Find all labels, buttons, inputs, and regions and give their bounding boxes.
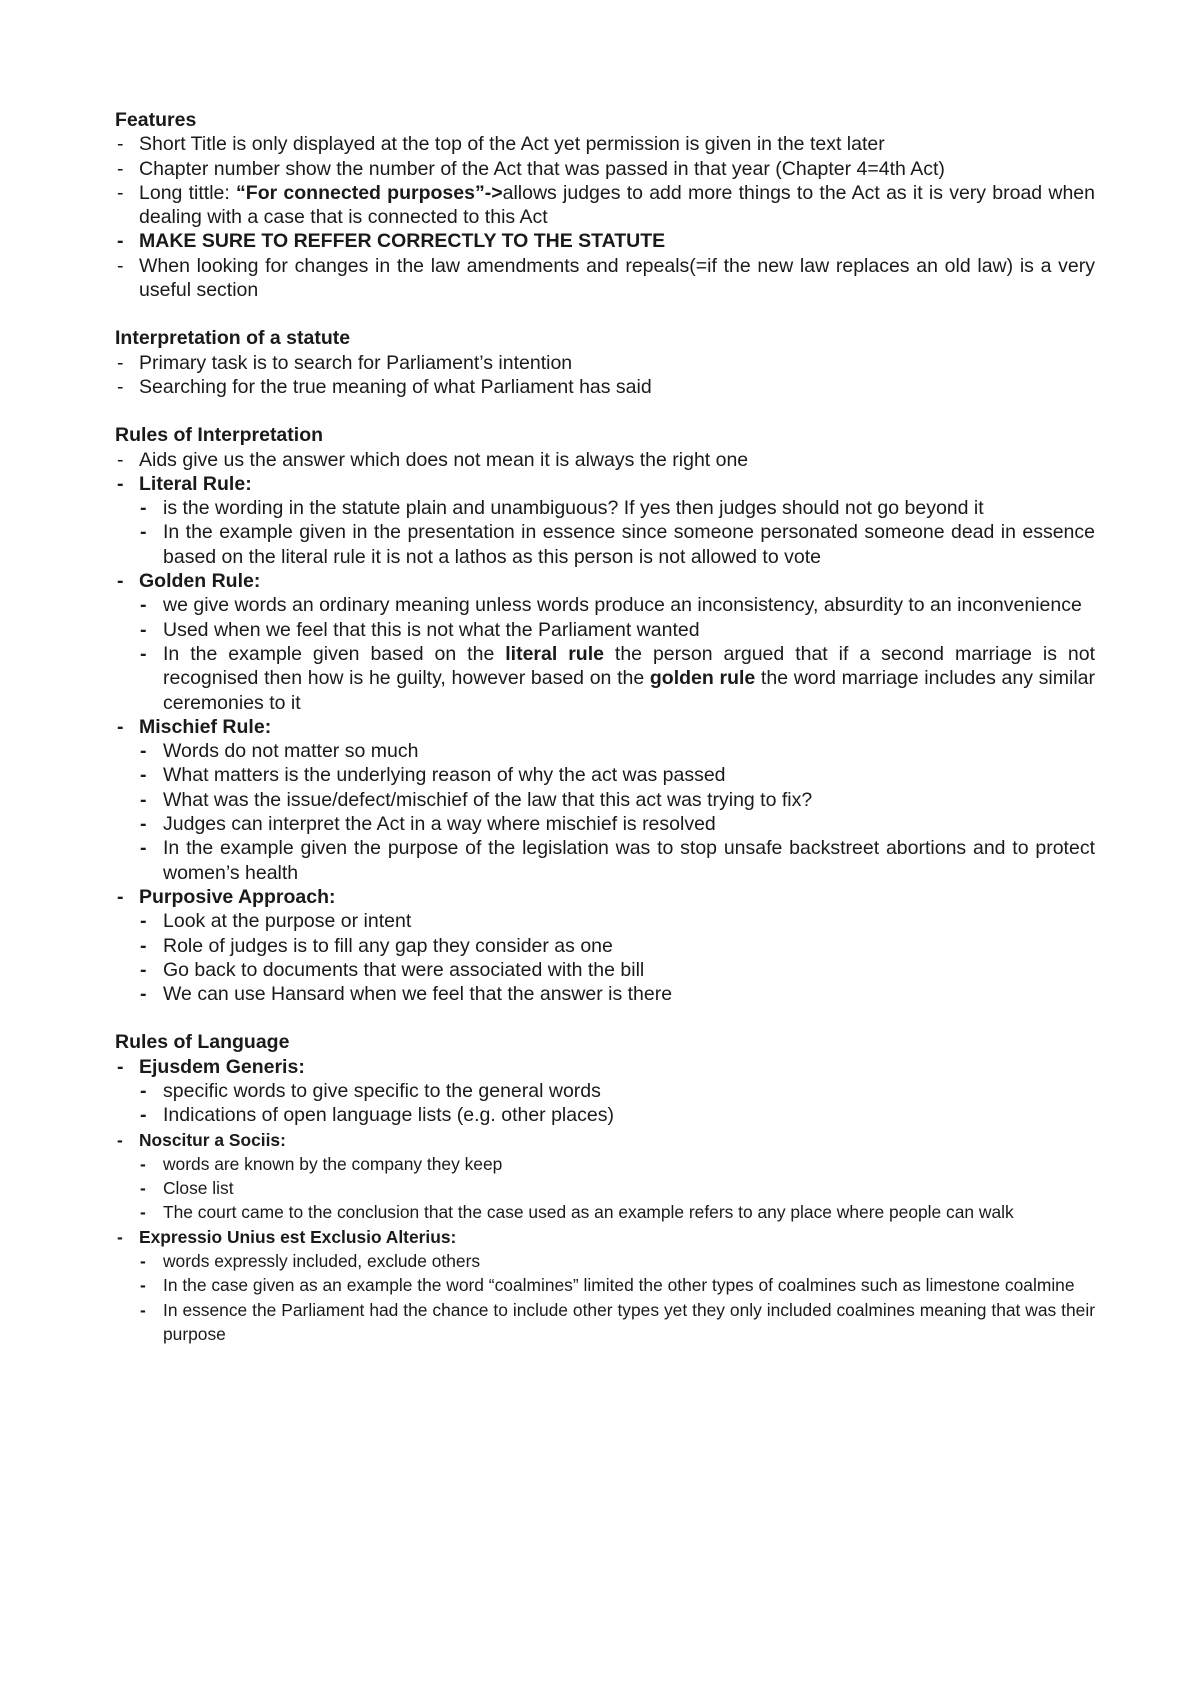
dash-bullet: - <box>140 1202 146 1223</box>
list-item: - words expressly included, exclude others <box>115 1249 1095 1273</box>
dash-bullet: - <box>140 934 147 957</box>
literal-rule-title: - Literal Rule: <box>117 472 252 495</box>
list-item: - What was the issue/defect/mischief of the law that this act was trying to fix? <box>140 788 813 811</box>
dash-bullet: - <box>140 910 147 933</box>
dash-bullet: - <box>117 1129 123 1150</box>
dash-bullet: - <box>140 1104 147 1127</box>
purposive-approach-title: - Purposive Approach: <box>117 885 336 908</box>
dash-bullet: - <box>140 788 147 811</box>
heading-rules-interpretation: Rules of Interpretation <box>115 424 324 447</box>
dash-bullet: - <box>140 958 147 981</box>
dash-bullet: - <box>117 472 124 495</box>
dash-bullet: - <box>117 254 124 277</box>
dash-bullet: - <box>140 837 147 860</box>
list-item: - In the case given as an example the word “coalmines” limited the other types of coalmines such as limestone coalmine <box>115 1273 1095 1297</box>
dash-bullet: - <box>117 351 124 374</box>
dash-bullet: - <box>140 1079 147 1102</box>
rules-interpretation-list <box>115 448 1095 1007</box>
dash-bullet: - <box>117 230 124 253</box>
list-item: - specific words to give specific to the general words <box>140 1079 601 1102</box>
list-item: - In the example given in the presentation in essence since someone personated someone dead in essence based on the literal rule it is not a lathos as this person is not allowed to vote <box>140 521 1095 568</box>
section-features <box>115 108 1095 302</box>
list-item: - Short Title is only displayed at the top of the Act yet permission is given in the text later <box>117 133 885 156</box>
rules-language-list <box>115 1055 1095 1347</box>
list-item: - Go back to documents that were associated with the bill <box>140 958 645 981</box>
dash-bullet: - <box>140 1275 146 1296</box>
list-item: - In the example given based on the literal rule the person argued that if a second marriage is not recognised then how is he guilty, however based on the golden rule the word marriage includes any similar ceremonies to it <box>140 642 1095 714</box>
dash-bullet: - <box>117 715 124 738</box>
heading-rules-language: Rules of Language <box>115 1031 290 1054</box>
list-item: - Look at the purpose or intent <box>140 910 412 933</box>
list-item: - Searching for the true meaning of what Parliament has said <box>117 375 652 398</box>
section-rules-interpretation <box>115 423 1095 1006</box>
dash-bullet: - <box>117 1055 124 1078</box>
dash-bullet: - <box>117 885 124 908</box>
dash-bullet: - <box>140 642 147 665</box>
dash-bullet: - <box>140 497 147 520</box>
section-interpretation <box>115 326 1095 399</box>
dash-bullet: - <box>140 594 147 617</box>
dash-bullet: - <box>117 181 124 204</box>
list-item: - words are known by the company they keep <box>115 1152 1095 1176</box>
list-item: - Judges can interpret the Act in a way where mischief is resolved <box>140 813 716 836</box>
list-item: - Close list <box>115 1176 1095 1200</box>
list-item: - is the wording in the statute plain and unambiguous? If yes then judges should not go beyond it <box>140 497 984 520</box>
dash-bullet: - <box>140 983 147 1006</box>
dash-bullet: - <box>140 521 147 544</box>
list-item: - When looking for changes in the law amendments and repeals(=if the new law replaces an old law) is a very useful section <box>117 254 1095 302</box>
dash-bullet: - <box>117 448 124 471</box>
dash-bullet: - <box>140 764 147 787</box>
list-item: - Used when we feel that this is not what the Parliament wanted <box>140 618 700 641</box>
list-item: - In the example given the purpose of the legislation was to stop unsafe backstreet abortions and to protect women’s health <box>140 837 1095 884</box>
list-item: - Words do not matter so much <box>140 740 419 763</box>
dash-bullet: - <box>117 375 124 398</box>
list-item: - we give words an ordinary meaning unless words produce an inconsistency, absurdity to an inconvenience <box>140 594 1082 617</box>
dash-bullet: - <box>140 618 147 641</box>
list-item: - In essence the Parliament had the chance to include other types yet they only included coalmines meaning that was their purpose <box>140 1299 1095 1344</box>
noscitur-a-sociis-title: - Noscitur a Sociis: <box>115 1128 1095 1152</box>
dash-bullet: - <box>140 740 147 763</box>
interpretation-list <box>115 351 1095 400</box>
list-item: - Primary task is to search for Parliament’s intention <box>117 351 573 374</box>
dash-bullet: - <box>140 813 147 836</box>
list-item: - Chapter number show the number of the Act that was passed in that year (Chapter 4=4th Act) <box>117 157 945 180</box>
dash-bullet: - <box>140 1153 146 1174</box>
golden-rule-title: - Golden Rule: <box>117 570 261 593</box>
list-item: - MAKE SURE TO REFFER CORRECTLY TO THE STATUTE <box>117 230 666 253</box>
list-item: - Role of judges is to fill any gap they consider as one <box>140 934 613 957</box>
document-content <box>115 108 1095 1346</box>
list-item: - The court came to the conclusion that the case used as an example refers to any place where people can walk <box>115 1200 1095 1224</box>
ejusdem-generis-title: - Ejusdem Generis: <box>117 1055 305 1078</box>
dash-bullet: - <box>117 157 124 180</box>
dash-bullet: - <box>117 570 124 593</box>
list-item: - Indications of open language lists (e.g. other places) <box>140 1104 614 1127</box>
dash-bullet: - <box>140 1251 146 1272</box>
dash-bullet: - <box>140 1178 146 1199</box>
heading-features: Features <box>115 109 197 131</box>
list-item: - What matters is the underlying reason of why the act was passed <box>140 764 726 787</box>
expressio-unius-title: - Expressio Unius est Exclusio Alterius: <box>115 1225 1095 1249</box>
section-rules-language <box>115 1030 1095 1346</box>
features-list <box>115 132 1095 302</box>
list-item: - We can use Hansard when we feel that the answer is there <box>140 983 673 1006</box>
mischief-rule-title: - Mischief Rule: <box>117 715 272 738</box>
list-item: - Long tittle: “For connected purposes”->allows judges to add more things to the Act as it is very broad when dealing with a case that is connected to this Act <box>117 181 1095 229</box>
heading-interpretation: Interpretation of a statute <box>115 327 351 350</box>
dash-bullet: - <box>117 133 124 156</box>
dash-bullet: - <box>117 1226 123 1247</box>
dash-bullet: - <box>140 1299 146 1320</box>
list-item: - Aids give us the answer which does not mean it is always the right one <box>117 448 749 471</box>
